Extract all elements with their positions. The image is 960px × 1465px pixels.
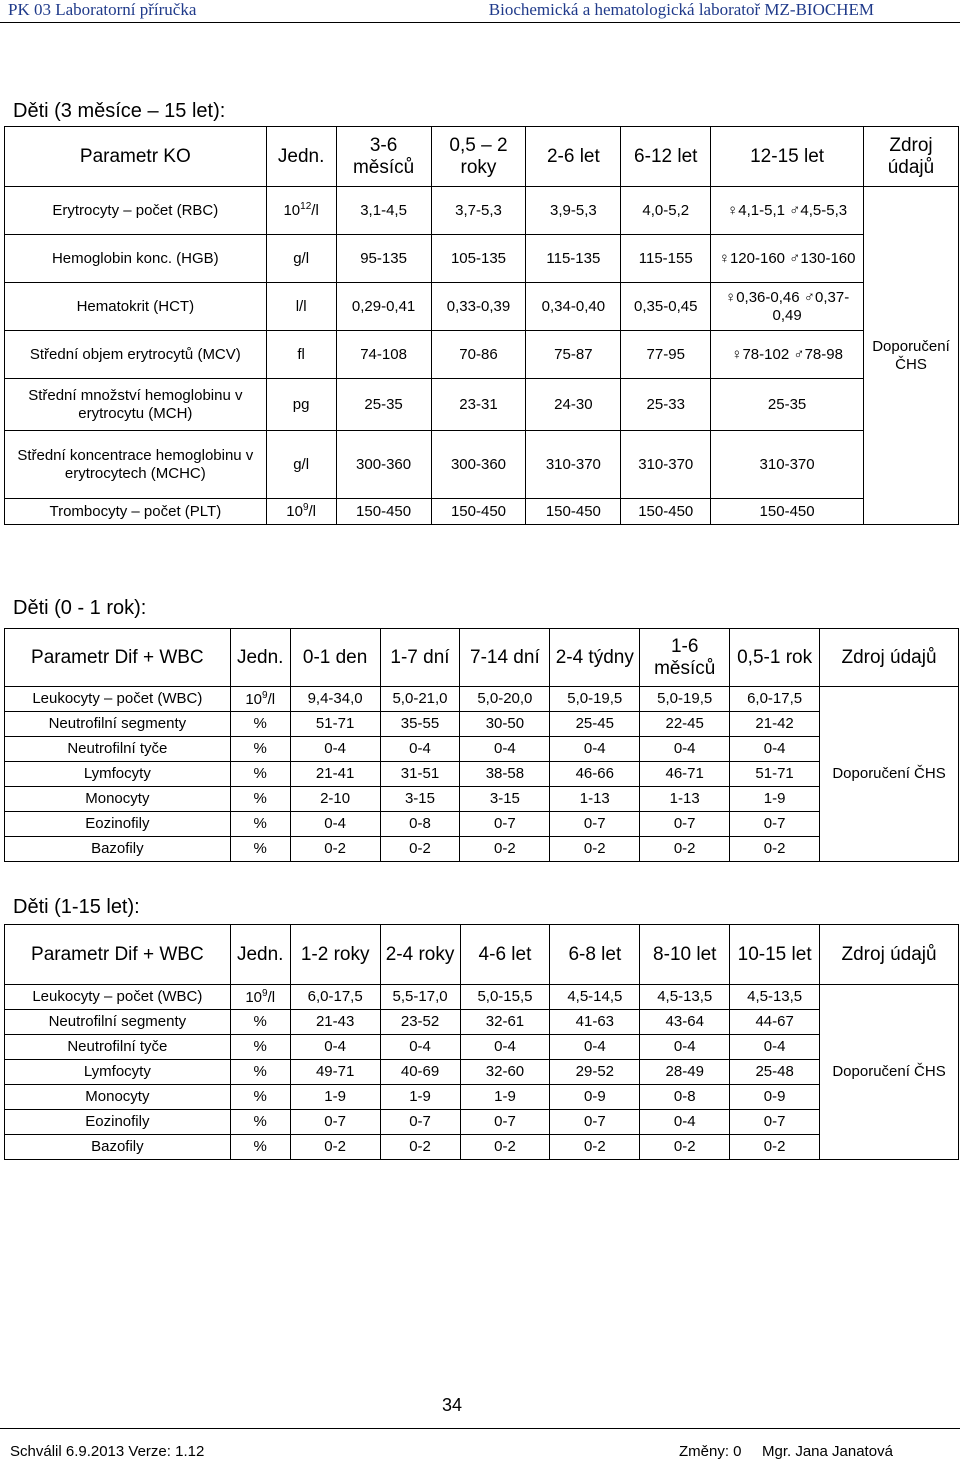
value-cell: 0-2	[550, 837, 640, 862]
value-cell: 310-370	[711, 431, 864, 499]
value-cell: 0-8	[640, 1085, 730, 1110]
value-cell: 0-2	[730, 837, 820, 862]
value-cell: 32-61	[460, 1010, 550, 1035]
value-cell: 23-52	[380, 1010, 460, 1035]
value-cell: 49-71	[290, 1060, 380, 1085]
value-cell: 0,34-0,40	[526, 283, 621, 331]
value-cell: 0-4	[380, 1035, 460, 1060]
unit-cell: %	[230, 1110, 290, 1135]
value-cell: 150-450	[621, 499, 711, 525]
param-cell: Hemoglobin konc. (HGB)	[5, 235, 267, 283]
header-cell: 1-6 měsíců	[640, 629, 730, 687]
source-cell: Doporučení ČHS	[820, 687, 959, 862]
value-cell: 0-7	[460, 812, 550, 837]
unit-cell: %	[230, 1060, 290, 1085]
header-cell: 12-15 let	[711, 127, 864, 187]
value-cell: 28-49	[640, 1060, 730, 1085]
value-cell: 300-360	[431, 431, 526, 499]
param-cell: Lymfocyty	[5, 1060, 231, 1085]
value-cell: 21-42	[730, 712, 820, 737]
value-cell: 0-9	[550, 1085, 640, 1110]
value-cell: 0-4	[640, 737, 730, 762]
header-cell: 1-7 dní	[380, 629, 460, 687]
value-cell: 115-135	[526, 235, 621, 283]
param-cell: Eozinofily	[5, 812, 231, 837]
value-cell: 22-45	[640, 712, 730, 737]
value-cell: 25-33	[621, 379, 711, 431]
value-cell: 24-30	[526, 379, 621, 431]
table-row	[5, 1060, 959, 1085]
value-cell: 5,0-19,5	[550, 687, 640, 712]
table-row	[5, 687, 959, 712]
unit-cell: %	[230, 812, 290, 837]
param-cell: Monocyty	[5, 787, 231, 812]
table-row	[5, 762, 959, 787]
value-cell: 4,5-13,5	[730, 985, 820, 1010]
value-cell: 0-4	[730, 737, 820, 762]
value-cell: 1-13	[550, 787, 640, 812]
value-cell: 105-135	[431, 235, 526, 283]
value-cell: 25-48	[730, 1060, 820, 1085]
value-cell: 70-86	[431, 331, 526, 379]
value-cell: 0-2	[290, 1135, 380, 1160]
header-cell: Zdroj údajů	[820, 629, 959, 687]
table-row	[5, 379, 959, 431]
value-cell: 5,5-17,0	[380, 985, 460, 1010]
value-cell: 1-9	[460, 1085, 550, 1110]
value-cell: 0-7	[730, 1110, 820, 1135]
value-cell: 29-52	[550, 1060, 640, 1085]
header-right: Biochemická a hematologická laboratoř MZ-BIOCHEM	[488, 0, 874, 19]
param-cell: Střední koncentrace hemoglobinu v erytrocytech (MCHC)	[5, 431, 267, 499]
value-cell: 0-4	[290, 812, 380, 837]
param-cell: Střední objem erytrocytů (MCV)	[5, 331, 267, 379]
value-cell: 1-9	[290, 1085, 380, 1110]
value-cell: 0-2	[380, 837, 460, 862]
unit-cell: g/l	[266, 431, 336, 499]
value-cell: 6,0-17,5	[290, 985, 380, 1010]
value-cell: 0-7	[550, 1110, 640, 1135]
param-cell: Bazofily	[5, 837, 231, 862]
value-cell: 0-4	[460, 737, 550, 762]
header-cell: 4-6 let	[460, 925, 550, 985]
footer-author: Mgr. Jana Janatová	[762, 1443, 893, 1460]
header-cell: 0,5-1 rok	[730, 629, 820, 687]
value-cell: 46-66	[550, 762, 640, 787]
table-row	[5, 787, 959, 812]
table-row	[5, 499, 959, 525]
footer-approved: Schválil 6.9.2013 Verze: 1.12	[10, 1443, 205, 1460]
table-row	[5, 837, 959, 862]
header-cell: 0-1 den	[290, 629, 380, 687]
table-row	[5, 331, 959, 379]
value-cell: 0-4	[640, 1035, 730, 1060]
value-cell: 23-31	[431, 379, 526, 431]
value-cell: 4,5-13,5	[640, 985, 730, 1010]
header-cell: Jedn.	[230, 629, 290, 687]
value-cell: 115-155	[621, 235, 711, 283]
value-cell: 0-7	[730, 812, 820, 837]
value-cell: 150-450	[431, 499, 526, 525]
value-cell: 0-7	[640, 812, 730, 837]
value-cell: 25-45	[550, 712, 640, 737]
value-cell: 1-9	[730, 787, 820, 812]
param-cell: Lymfocyty	[5, 762, 231, 787]
param-cell: Leukocyty – počet (WBC)	[5, 687, 231, 712]
value-cell: 21-41	[290, 762, 380, 787]
value-cell: 2-10	[290, 787, 380, 812]
value-cell: 0-7	[550, 812, 640, 837]
value-cell: 0-2	[460, 1135, 550, 1160]
value-cell: 0-2	[380, 1135, 460, 1160]
value-cell: 3,9-5,3	[526, 187, 621, 235]
param-cell: Bazofily	[5, 1135, 231, 1160]
table-row	[5, 1135, 959, 1160]
value-cell: 0-8	[380, 812, 460, 837]
value-cell: 3,7-5,3	[431, 187, 526, 235]
value-cell: 51-71	[290, 712, 380, 737]
table-row	[5, 431, 959, 499]
header-cell: Parametr KO	[5, 127, 267, 187]
unit-cell: %	[230, 1010, 290, 1035]
value-cell: 74-108	[336, 331, 431, 379]
header-cell: Jedn.	[230, 925, 290, 985]
value-cell: 0-4	[550, 1035, 640, 1060]
value-cell: 95-135	[336, 235, 431, 283]
value-cell: 0-7	[380, 1110, 460, 1135]
value-cell: 310-370	[526, 431, 621, 499]
table-row	[5, 712, 959, 737]
header-cell: Jedn.	[266, 127, 336, 187]
unit-cell: %	[230, 837, 290, 862]
value-cell: 150-450	[711, 499, 864, 525]
value-cell: 31-51	[380, 762, 460, 787]
param-cell: Neutrofilní tyče	[5, 1035, 231, 1060]
source-cell: Doporučení ČHS	[863, 187, 958, 525]
value-cell: 0-9	[730, 1085, 820, 1110]
param-cell: Monocyty	[5, 1085, 231, 1110]
value-cell: 5,0-15,5	[460, 985, 550, 1010]
table-row	[5, 1010, 959, 1035]
value-cell: 77-95	[621, 331, 711, 379]
unit-cell: %	[230, 787, 290, 812]
value-cell: 30-50	[460, 712, 550, 737]
value-cell: 4,0-5,2	[621, 187, 711, 235]
header-cell: 3-6 měsíců	[336, 127, 431, 187]
page-header	[0, 0, 960, 23]
value-cell: 0-7	[460, 1110, 550, 1135]
value-cell: ♀0,36-0,46 ♂0,37-0,49	[711, 283, 864, 331]
value-cell: 0-2	[460, 837, 550, 862]
value-cell: 9,4-34,0	[290, 687, 380, 712]
table-dif-0-1y	[4, 628, 959, 862]
value-cell: 0-2	[730, 1135, 820, 1160]
header-cell: 7-14 dní	[460, 629, 550, 687]
value-cell: 0-7	[290, 1110, 380, 1135]
value-cell: 300-360	[336, 431, 431, 499]
header-cell: 0,5 – 2 roky	[431, 127, 526, 187]
table-row	[5, 187, 959, 235]
unit-cell: %	[230, 1135, 290, 1160]
footer-changes: Změny: 0	[679, 1443, 742, 1460]
value-cell: 0-2	[290, 837, 380, 862]
unit-cell: %	[230, 762, 290, 787]
unit-cell: pg	[266, 379, 336, 431]
unit-cell: $10^9/l$	[230, 985, 290, 1010]
page-number: 34	[442, 1395, 463, 1415]
value-cell: 75-87	[526, 331, 621, 379]
value-cell: 5,0-20,0	[460, 687, 550, 712]
unit-cell: l/l	[266, 283, 336, 331]
section3-title: Děti (1-15 let):	[13, 896, 140, 918]
value-cell: 21-43	[290, 1010, 380, 1035]
value-cell: 0-2	[550, 1135, 640, 1160]
value-cell: 44-67	[730, 1010, 820, 1035]
unit-cell: $10^{12}/l$	[266, 187, 336, 235]
value-cell: 35-55	[380, 712, 460, 737]
header-cell: Parametr Dif + WBC	[5, 925, 231, 985]
header-cell: 1-2 roky	[290, 925, 380, 985]
unit-cell: $10^9/l$	[230, 687, 290, 712]
value-cell: 0-4	[730, 1035, 820, 1060]
value-cell: 0,33-0,39	[431, 283, 526, 331]
param-cell: Erytrocyty – počet (RBC)	[5, 187, 267, 235]
unit-cell: %	[230, 1035, 290, 1060]
value-cell: 1-13	[640, 787, 730, 812]
value-cell: 25-35	[711, 379, 864, 431]
section2-title: Děti (0 - 1 rok):	[13, 597, 147, 619]
value-cell: 0,29-0,41	[336, 283, 431, 331]
param-cell: Hematokrit (HCT)	[5, 283, 267, 331]
value-cell: 1-9	[380, 1085, 460, 1110]
header-cell: 6-12 let	[621, 127, 711, 187]
header-cell: 2-4 roky	[380, 925, 460, 985]
table-row	[5, 812, 959, 837]
table-row	[5, 283, 959, 331]
header-cell: 2-6 let	[526, 127, 621, 187]
unit-cell: %	[230, 1085, 290, 1110]
value-cell: ♀4,1-5,1 ♂4,5-5,3	[711, 187, 864, 235]
header-left: PK 03 Laboratorní příručka	[8, 0, 197, 19]
value-cell: 0-4	[290, 1035, 380, 1060]
source-cell: Doporučení ČHS	[820, 985, 959, 1160]
value-cell: 4,5-14,5	[550, 985, 640, 1010]
header-cell: Zdroj údajů	[820, 925, 959, 985]
param-cell: Eozinofily	[5, 1110, 231, 1135]
param-cell: Střední množství hemoglobinu v erytrocytu (MCH)	[5, 379, 267, 431]
value-cell: 3-15	[460, 787, 550, 812]
table-row	[5, 1085, 959, 1110]
value-cell: 0,35-0,45	[621, 283, 711, 331]
value-cell: 38-58	[460, 762, 550, 787]
value-cell: 32-60	[460, 1060, 550, 1085]
header-cell: 6-8 let	[550, 925, 640, 985]
value-cell: 0-2	[640, 837, 730, 862]
value-cell: 0-2	[640, 1135, 730, 1160]
value-cell: 5,0-21,0	[380, 687, 460, 712]
header-cell: 10-15 let	[730, 925, 820, 985]
unit-cell: %	[230, 737, 290, 762]
table-row	[5, 737, 959, 762]
value-cell: 0-4	[550, 737, 640, 762]
unit-cell: %	[230, 712, 290, 737]
value-cell: 43-64	[640, 1010, 730, 1035]
value-cell: 6,0-17,5	[730, 687, 820, 712]
param-cell: Trombocyty – počet (PLT)	[5, 499, 267, 525]
table-row	[5, 985, 959, 1010]
value-cell: 5,0-19,5	[640, 687, 730, 712]
page-footer	[0, 1428, 960, 1465]
value-cell: 0-4	[460, 1035, 550, 1060]
table-row	[5, 235, 959, 283]
value-cell: 0-4	[640, 1110, 730, 1135]
value-cell: 46-71	[640, 762, 730, 787]
param-cell: Neutrofilní segmenty	[5, 712, 231, 737]
unit-cell: fl	[266, 331, 336, 379]
table-row	[5, 1035, 959, 1060]
param-cell: Leukocyty – počet (WBC)	[5, 985, 231, 1010]
value-cell: 0-4	[290, 737, 380, 762]
value-cell: ♀120-160 ♂130-160	[711, 235, 864, 283]
value-cell: 51-71	[730, 762, 820, 787]
section1-title: Děti (3 měsíce – 15 let):	[13, 100, 226, 122]
table-dif-1-15y	[4, 924, 959, 1160]
unit-cell: $10^9/l$	[266, 499, 336, 525]
unit-cell: g/l	[266, 235, 336, 283]
value-cell: 150-450	[526, 499, 621, 525]
table-row	[5, 1110, 959, 1135]
header-cell: Parametr Dif + WBC	[5, 629, 231, 687]
value-cell: 25-35	[336, 379, 431, 431]
header-cell: 2-4 týdny	[550, 629, 640, 687]
value-cell: 41-63	[550, 1010, 640, 1035]
value-cell: ♀78-102 ♂78-98	[711, 331, 864, 379]
value-cell: 40-69	[380, 1060, 460, 1085]
value-cell: 150-450	[336, 499, 431, 525]
value-cell: 3,1-4,5	[336, 187, 431, 235]
param-cell: Neutrofilní segmenty	[5, 1010, 231, 1035]
value-cell: 310-370	[621, 431, 711, 499]
table-ko-3m-15y	[4, 126, 959, 525]
param-cell: Neutrofilní tyče	[5, 737, 231, 762]
header-cell: 8-10 let	[640, 925, 730, 985]
value-cell: 3-15	[380, 787, 460, 812]
value-cell: 0-4	[380, 737, 460, 762]
header-cell: Zdroj údajů	[863, 127, 958, 187]
